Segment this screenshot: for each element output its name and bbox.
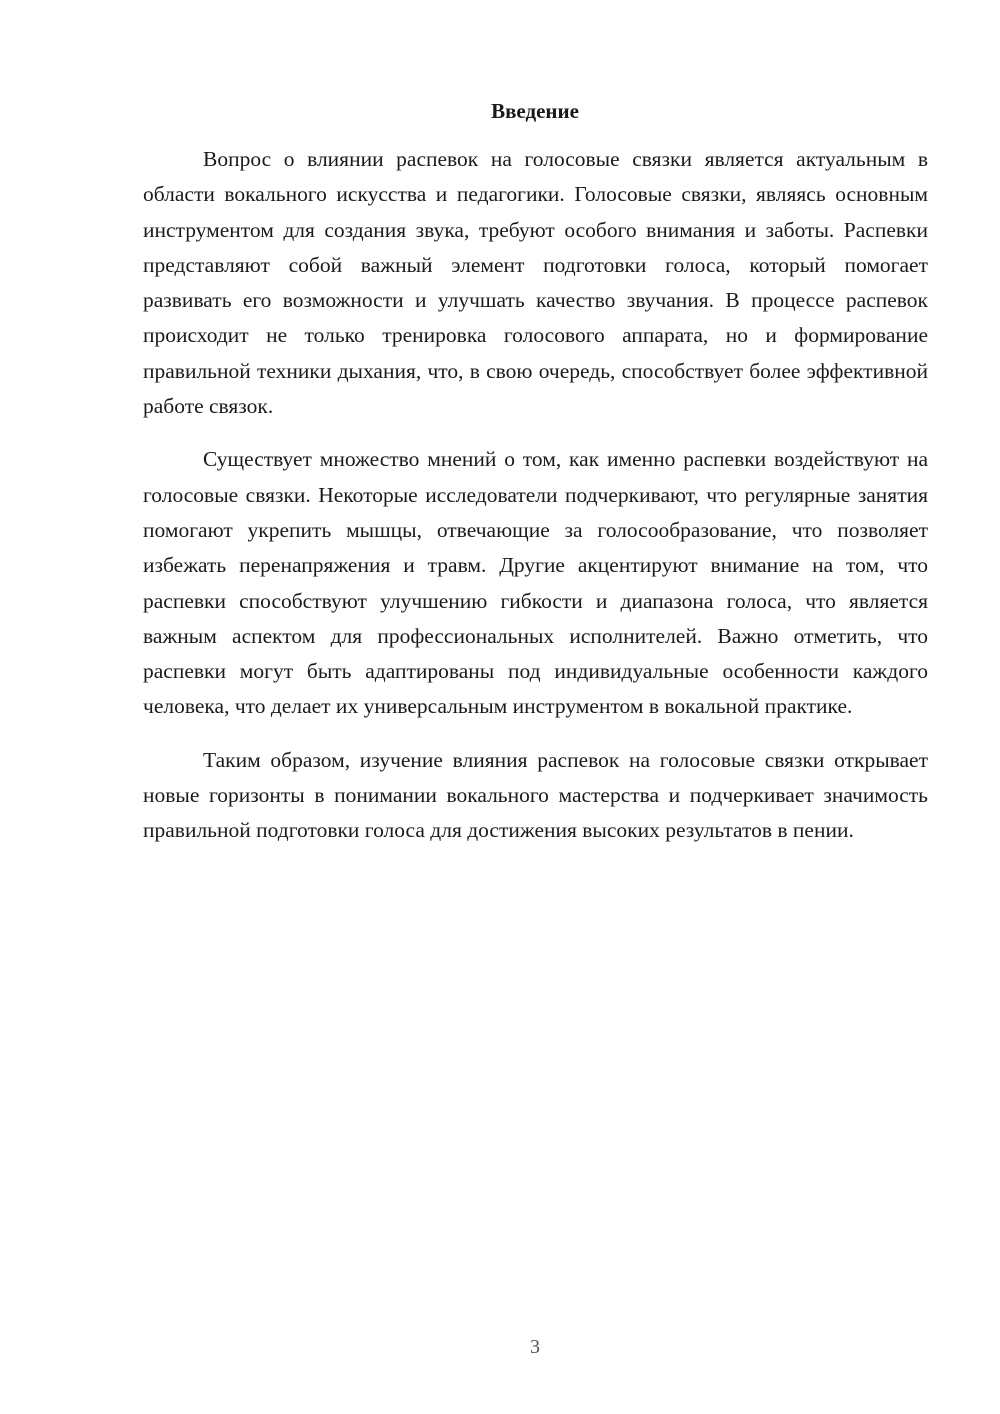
body-text: [143, 142, 928, 867]
section-heading: Введение: [491, 99, 579, 123]
page-number: 3: [530, 1336, 540, 1358]
paragraph-3: Таким образом, изучение влияния распевок на голосовые связки открывает новые горизонты в понимании вокального мастерства и подчеркивает значимость правильной подготовки голоса для достижения высоких результатов в пении.: [143, 747, 928, 843]
paragraph-2: Существует множество мнений о том, как именно распевки воздействуют на голосовые связки. Некоторые исследователи подчеркивают, что регулярные занятия помогают укрепить мышцы, отвечающие за голосообразование, что позволяет избежать перенапряжения и травм. Другие акцентируют внимание на том, что распевки способствуют улучшению гибкости и диапазона голоса, что является важным аспектом для профессиональных исполнителей. Важно отметить, что распевки могут быть адаптированы под индивидуальные особенности каждого человека, что делает их универсальным инструментом в вокальной практике.: [143, 447, 928, 719]
paragraph-1: Вопрос о влиянии распевок на голосовые связки является актуальным в области вокального искусства и педагогики. Голосовые связки, являясь основным инструментом для создания звука, требуют особого внимания и заботы. Распевки представляют собой важный элемент подготовки голоса, который помогает развивать его возможности и улучшать качество звучания. В процессе распевок происходит не только тренировка голосового аппарата, но и формирование правильной техники дыхания, что, в свою очередь, способствует более эффективной работе связок.: [143, 147, 928, 419]
